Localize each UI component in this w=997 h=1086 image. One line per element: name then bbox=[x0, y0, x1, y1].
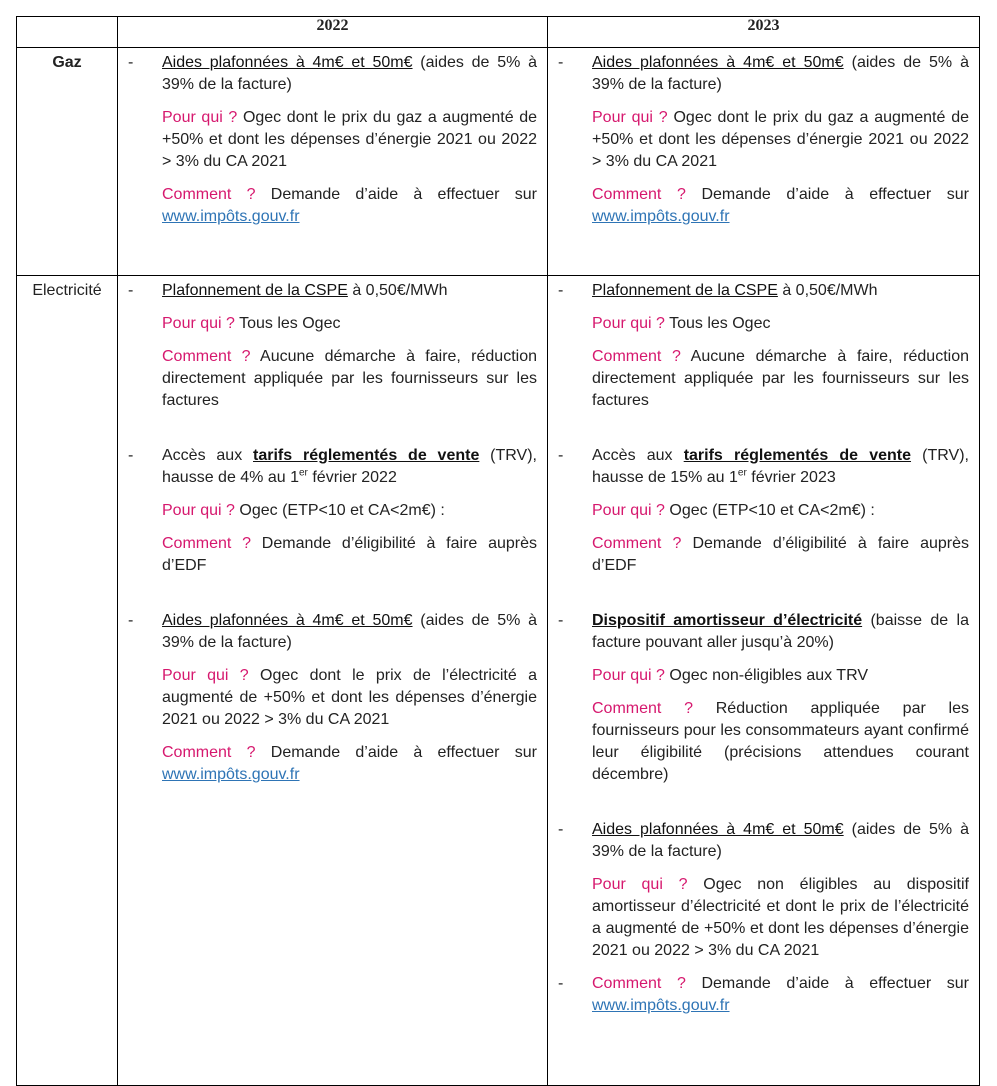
comment-text: Aucune démarche à faire, réduction directement appliquée par les fournisseurs sur les factures bbox=[162, 348, 537, 409]
impots-link[interactable]: www.impôts.gouv.fr bbox=[162, 766, 300, 783]
table-row-gaz bbox=[17, 48, 980, 276]
item-title-rest: à 0,50€/MWh bbox=[347, 282, 448, 299]
pour-qui-label: Pour qui ? bbox=[592, 109, 668, 126]
comment-text: Demande d’aide à effectuer sur bbox=[685, 186, 969, 203]
list-item-cspe bbox=[118, 280, 547, 412]
bullet-dash: - bbox=[558, 447, 564, 464]
cell-gaz-2023 bbox=[548, 48, 980, 276]
table-header-row bbox=[17, 17, 980, 48]
pour-qui-text: Tous les Ogec bbox=[664, 315, 771, 332]
item-post: février 2023 bbox=[746, 469, 836, 486]
item-pre: Accès aux bbox=[592, 447, 684, 464]
bullet-dash: - bbox=[128, 447, 134, 464]
list-item-aides bbox=[548, 819, 979, 962]
pour-qui-label: Pour qui ? bbox=[162, 502, 235, 519]
comment-text: Demande d’éligibilité à faire auprès d’EDF bbox=[162, 535, 537, 574]
item-title: Aides plafonnées à 4m€ et 50m€ bbox=[592, 821, 844, 838]
comment-label: Comment ? bbox=[592, 700, 693, 717]
pour-qui-label: Pour qui ? bbox=[592, 315, 665, 332]
pour-qui-text: Ogec dont le prix du gaz a augmenté de +50% et dont les dépenses d’énergie 2021 ou 2022 > 3% du CA 2021 bbox=[162, 109, 538, 170]
item-title: Plafonnement de la CSPE bbox=[162, 282, 348, 299]
pour-qui-text: Ogec (ETP<10 et CA<2m€) : bbox=[664, 502, 875, 519]
item-title: Aides plafonnées à 4m€ et 50m€ bbox=[162, 54, 413, 71]
item-pre: Accès aux bbox=[162, 447, 254, 464]
pour-qui-text: Ogec dont le prix de l’électricité a augmenté de +50% et dont les dépenses d’énergie 2021 ou 2022 > 3% du CA 2021 bbox=[162, 667, 537, 728]
bullet-dash: - bbox=[128, 54, 134, 71]
comment-label: Comment ? bbox=[162, 348, 251, 365]
list-item bbox=[548, 52, 979, 228]
pour-qui-text: Ogec non éligibles au dispositif amortisseur d’électricité et dont le prix de l’électricité a augmenté de +50% et dont les dépenses d’énergie 2021 ou 2022 > 3% du CA 2021 bbox=[592, 876, 970, 959]
pour-qui-label: Pour qui ? bbox=[592, 667, 665, 684]
comment-label: Comment ? bbox=[592, 186, 686, 203]
pour-qui-text: Ogec non-éligibles aux TRV bbox=[664, 667, 869, 684]
bullet-dash: - bbox=[558, 612, 564, 629]
comment-label: Comment ? bbox=[162, 744, 256, 761]
superscript: er bbox=[299, 467, 308, 479]
list-item-trv bbox=[118, 445, 547, 577]
bullet-dash: - bbox=[128, 612, 134, 629]
cell-gaz-2022 bbox=[118, 48, 548, 276]
list-item bbox=[118, 52, 547, 228]
item-title: Plafonnement de la CSPE bbox=[592, 282, 778, 299]
item-title: tarifs réglementés de vente bbox=[253, 447, 480, 464]
comment-text: Demande d’aide à effectuer sur bbox=[255, 186, 537, 203]
row-label-electricite: Electricité bbox=[17, 276, 118, 1086]
item-title-rest: (aides de 5% à 39% de la facture) bbox=[162, 612, 537, 651]
cell-elec-2022 bbox=[118, 276, 548, 1086]
item-title: Aides plafonnées à 4m€ et 50m€ bbox=[592, 54, 844, 71]
item-title-rest: (TRV), hausse de 15% au 1 bbox=[592, 447, 969, 486]
pour-qui-text: Tous les Ogec bbox=[234, 315, 341, 332]
bullet-dash: - bbox=[558, 975, 564, 992]
item-title-rest: (aides de 5% à 39% de la facture) bbox=[162, 54, 537, 93]
pour-qui-label: Pour qui ? bbox=[162, 315, 235, 332]
comment-label: Comment ? bbox=[162, 535, 252, 552]
item-title-rest: (aides de 5% à 39% de la facture) bbox=[592, 54, 969, 93]
pour-qui-label: Pour qui ? bbox=[162, 667, 249, 684]
item-post: février 2022 bbox=[307, 469, 397, 486]
comment-text: Réduction appliquée par les fournisseurs pour les consommateurs ayant confirmé leur éligibilité (précisions attendues courant décembre) bbox=[592, 700, 969, 783]
list-item-comment bbox=[548, 973, 979, 1017]
item-title: Dispositif amortisseur d’électricité bbox=[592, 612, 863, 629]
bullet-dash: - bbox=[558, 282, 564, 299]
pour-qui-label: Pour qui ? bbox=[592, 876, 688, 893]
pour-qui-text: Ogec dont le prix du gaz a augmenté de +50% et dont les dépenses d’énergie 2021 ou 2022 > 3% du CA 2021 bbox=[592, 109, 970, 170]
comment-label: Comment ? bbox=[592, 975, 686, 992]
list-item-aides bbox=[118, 610, 547, 786]
pour-qui-label: Pour qui ? bbox=[592, 502, 665, 519]
bullet-dash: - bbox=[558, 54, 564, 71]
energy-aid-table bbox=[16, 16, 980, 1086]
item-title-rest: à 0,50€/MWh bbox=[777, 282, 878, 299]
item-title-rest: (TRV), hausse de 4% au 1 bbox=[162, 447, 537, 486]
comment-label: Comment ? bbox=[592, 348, 681, 365]
list-item-cspe bbox=[548, 280, 979, 412]
pour-qui-label: Pour qui ? bbox=[162, 109, 238, 126]
item-title-rest: (baisse de la facture pouvant aller jusqu’à 20%) bbox=[592, 612, 969, 651]
comment-text: Aucune démarche à faire, réduction directement appliquée par les fournisseurs sur les factures bbox=[592, 348, 969, 409]
header-empty-cell bbox=[17, 17, 118, 48]
comment-text: Demande d’éligibilité à faire auprès d’EDF bbox=[592, 535, 969, 574]
table-row-electricite bbox=[17, 276, 980, 1086]
pour-qui-text: Ogec (ETP<10 et CA<2m€) : bbox=[234, 502, 445, 519]
item-title-rest: (aides de 5% à 39% de la facture) bbox=[592, 821, 969, 860]
impots-link[interactable]: www.impôts.gouv.fr bbox=[592, 997, 730, 1014]
impots-link[interactable]: www.impôts.gouv.fr bbox=[592, 208, 730, 225]
comment-label: Comment ? bbox=[592, 535, 682, 552]
header-2023: 2023 bbox=[548, 17, 980, 48]
comment-text: Demande d’aide à effectuer sur bbox=[255, 744, 537, 761]
cell-elec-2023 bbox=[548, 276, 980, 1086]
header-2022: 2022 bbox=[118, 17, 548, 48]
row-label-gaz: Gaz bbox=[17, 48, 118, 276]
item-title: Aides plafonnées à 4m€ et 50m€ bbox=[162, 612, 413, 629]
superscript: er bbox=[737, 467, 747, 479]
bullet-dash: - bbox=[558, 821, 564, 838]
list-item-amortisseur bbox=[548, 610, 979, 786]
list-item-trv bbox=[548, 445, 979, 577]
comment-label: Comment ? bbox=[162, 186, 256, 203]
impots-link[interactable]: www.impôts.gouv.fr bbox=[162, 208, 300, 225]
item-title: tarifs réglementés de vente bbox=[683, 447, 912, 464]
comment-text: Demande d’aide à effectuer sur bbox=[685, 975, 969, 992]
bullet-dash: - bbox=[128, 282, 134, 299]
